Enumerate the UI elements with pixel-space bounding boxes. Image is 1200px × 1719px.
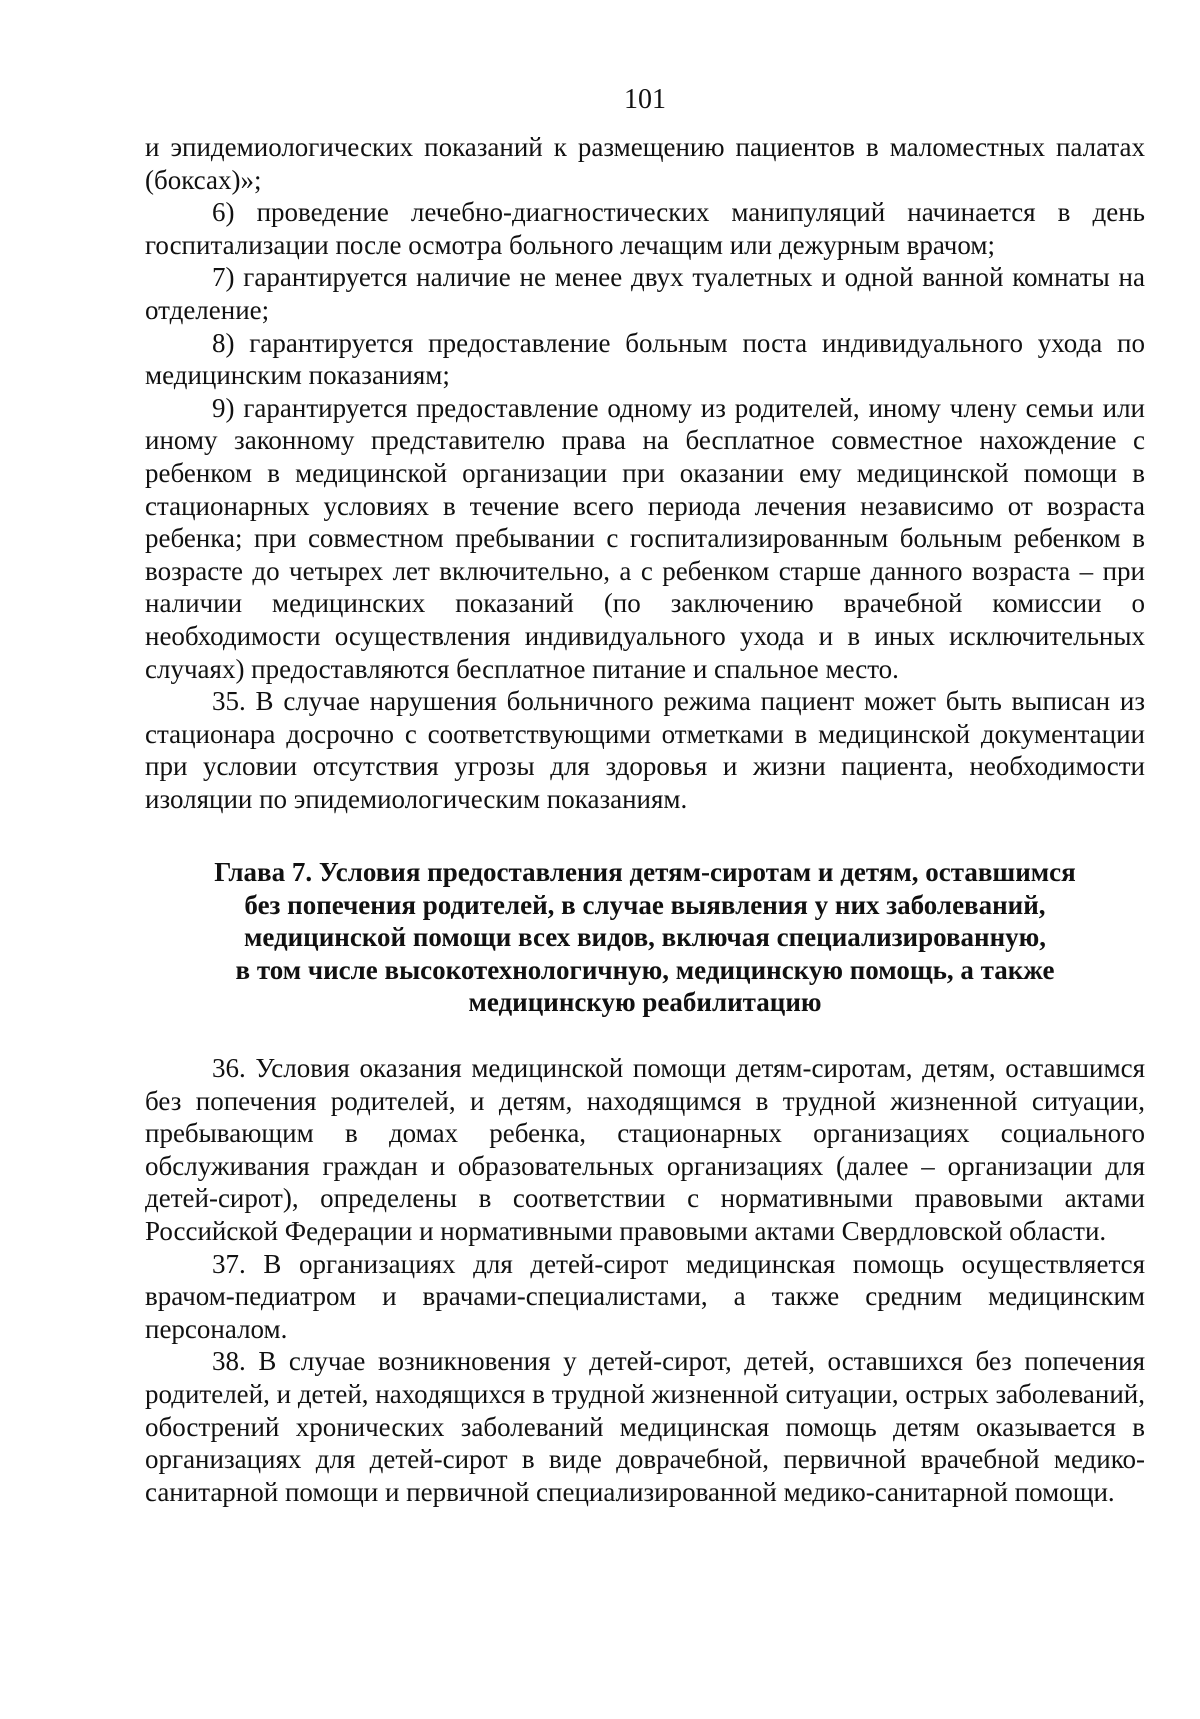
text-block-top — [145, 131, 1145, 815]
paragraph-37: 37. В организациях для детей-сирот медицинская помощь осуществляется врачом-педиатром и врачами-специалистами, а также средним медицинским персоналом. — [145, 1248, 1145, 1344]
paragraph-item-6: 6) проведение лечебно-диагностических манипуляций начинается в день госпитализации после осмотра больного лечащим или дежурным врачом; — [145, 197, 1145, 260]
paragraph-item-7: 7) гарантируется наличие не менее двух туалетных и одной ванной комнаты на отделение; — [145, 262, 1145, 325]
paragraph-item-8: 8) гарантируется предоставление больным поста индивидуального ухода по медицинским показаниям; — [145, 327, 1145, 391]
chapter-title-line: Глава 7. Условия предоставления детям-сиротам и детям, оставшимся — [214, 857, 1076, 887]
paragraph-continuation: и эпидемиологических показаний к размещению пациентов в маломестных палатах (боксах)»; — [145, 132, 1145, 195]
chapter-title — [145, 856, 1145, 1019]
page-number: 101 — [624, 84, 666, 115]
paragraph-item-9: 9) гарантируется предоставление одному из родителей, иному члену семьи или иному законному представителю права на бесплатное совместное нахождение с ребенком в медицинской организации при оказании ему медицинской помощи в стационарных условиях в течение всего периода лечения независимо от возраста ребенка; при совместном пребывании с госпитализированным больным ребенком в возрасте до четырех лет включительно, а с ребенком старше данного возраста – при наличии медицинских показаний (по заключению врачебной комиссии о необходимости осуществления индивидуального ухода и в иных исключительных случаях) предоставляются бесплатное питание и спальное место. — [145, 392, 1145, 684]
chapter-title-line: медицинскую реабилитацию — [468, 987, 822, 1018]
paragraph-38: 38. В случае возникновения у детей-сирот, детей, оставшихся без попечения родителей, и детей, находящихся в трудной жизненной ситуации, острых заболеваний, обострений хронических заболеваний медицинская помощь детям оказывается в организациях для детей-сирот в виде доврачебной, первичной врачебной медико-санитарной помощи и первичной специализированной медико-санитарной помощи. — [145, 1346, 1145, 1507]
paragraph-35: 35. В случае нарушения больничного режима пациент может быть выписан из стационара досрочно с соответствующими отметками в медицинской документации при условии отсутствия угрозы для здоровья и жизни пациента, необходимости изоляции по эпидемиологическим показаниям. — [145, 686, 1145, 814]
chapter-title-line: без попечения родителей, в случае выявления у них заболеваний, — [244, 889, 1046, 920]
text-block-bottom — [145, 1052, 1145, 1508]
chapter-title-line: медицинской помощи всех видов, включая специализированную, — [243, 922, 1047, 953]
paragraph-36: 36. Условия оказания медицинской помощи детям-сиротам, детям, оставшимся без попечения родителей, и детям, находящимся в трудной жизненной ситуации, пребывающим в домах ребенка, стационарных организациях социального обслуживания граждан и образовательных организациях (далее – организации для детей-сирот), определены в соответствии с нормативными правовыми актами Российской Федерации и нормативными правовыми актами Свердловской области. — [145, 1053, 1145, 1246]
chapter-title-line: в том числе высокотехнологичную, медицинскую помощь, а также — [235, 954, 1055, 985]
